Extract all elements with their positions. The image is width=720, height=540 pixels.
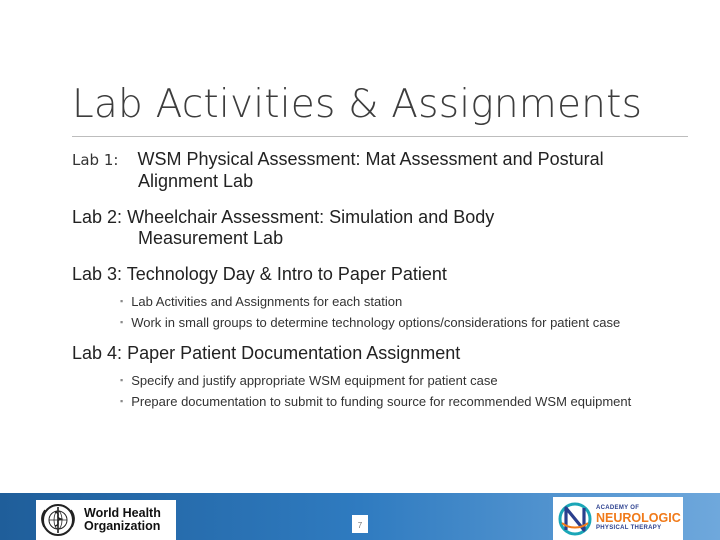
list-item	[120, 312, 692, 333]
square-bullet-icon: ▪	[120, 296, 124, 306]
anpt-logo-bot: PHYSICAL THERAPY	[596, 525, 662, 531]
page-number: 7	[357, 521, 363, 530]
lab-1	[72, 149, 692, 192]
list-item	[120, 291, 692, 312]
who-logo-text	[84, 507, 161, 533]
square-bullet-icon: ▪	[120, 317, 124, 327]
slide-content	[72, 149, 692, 412]
bullet-text: Specify and justify appropriate WSM equipment for patient case	[131, 373, 498, 388]
anpt-logo-icon	[557, 499, 593, 539]
list-item	[120, 391, 692, 412]
who-logo-line1: World Health	[84, 506, 161, 520]
lab-2-title: Wheelchair Assessment: Simulation and Body	[127, 207, 495, 227]
bullet-text: Lab Activities and Assignments for each station	[131, 294, 403, 309]
square-bullet-icon: ▪	[120, 375, 124, 385]
square-bullet-icon: ▪	[120, 396, 124, 406]
lab-2-label: Lab 2:	[72, 207, 123, 227]
list-item	[120, 370, 692, 391]
lab-3-label: Lab 3:	[72, 264, 123, 284]
lab-3-title: Technology Day & Intro to Paper Patient	[126, 264, 447, 284]
lab-4-label: Lab 4:	[72, 343, 123, 363]
who-logo	[36, 500, 176, 540]
lab-1-label: Lab 1:	[72, 151, 119, 169]
anpt-logo-top: ACADEMY OF	[596, 505, 640, 511]
lab-1-title-cont: Alignment Lab	[138, 171, 254, 191]
who-logo-line2: Organization	[84, 519, 161, 533]
anpt-logo-text	[596, 505, 681, 532]
lab-2	[72, 207, 692, 249]
title-divider	[72, 136, 688, 137]
lab-4	[72, 343, 692, 364]
lab-3	[72, 264, 692, 285]
lab-4-bullets	[72, 370, 692, 412]
page-number-box	[352, 515, 368, 533]
lab-1-title: WSM Physical Assessment: Mat Assessment and Postural	[137, 149, 604, 169]
bullet-text: Work in small groups to determine technology options/considerations for patient case	[131, 315, 621, 330]
slide-title: Lab Activities & Assignments	[72, 82, 643, 127]
lab-4-title: Paper Patient Documentation Assignment	[127, 343, 461, 363]
anpt-logo	[553, 497, 683, 540]
who-emblem-icon	[38, 501, 78, 539]
anpt-logo-mid: NEUROLOGIC	[596, 511, 681, 525]
lab-3-bullets	[72, 291, 692, 333]
bullet-text: Prepare documentation to submit to funding source for recommended WSM equipment	[131, 394, 632, 409]
lab-2-title-cont: Measurement Lab	[138, 228, 284, 248]
